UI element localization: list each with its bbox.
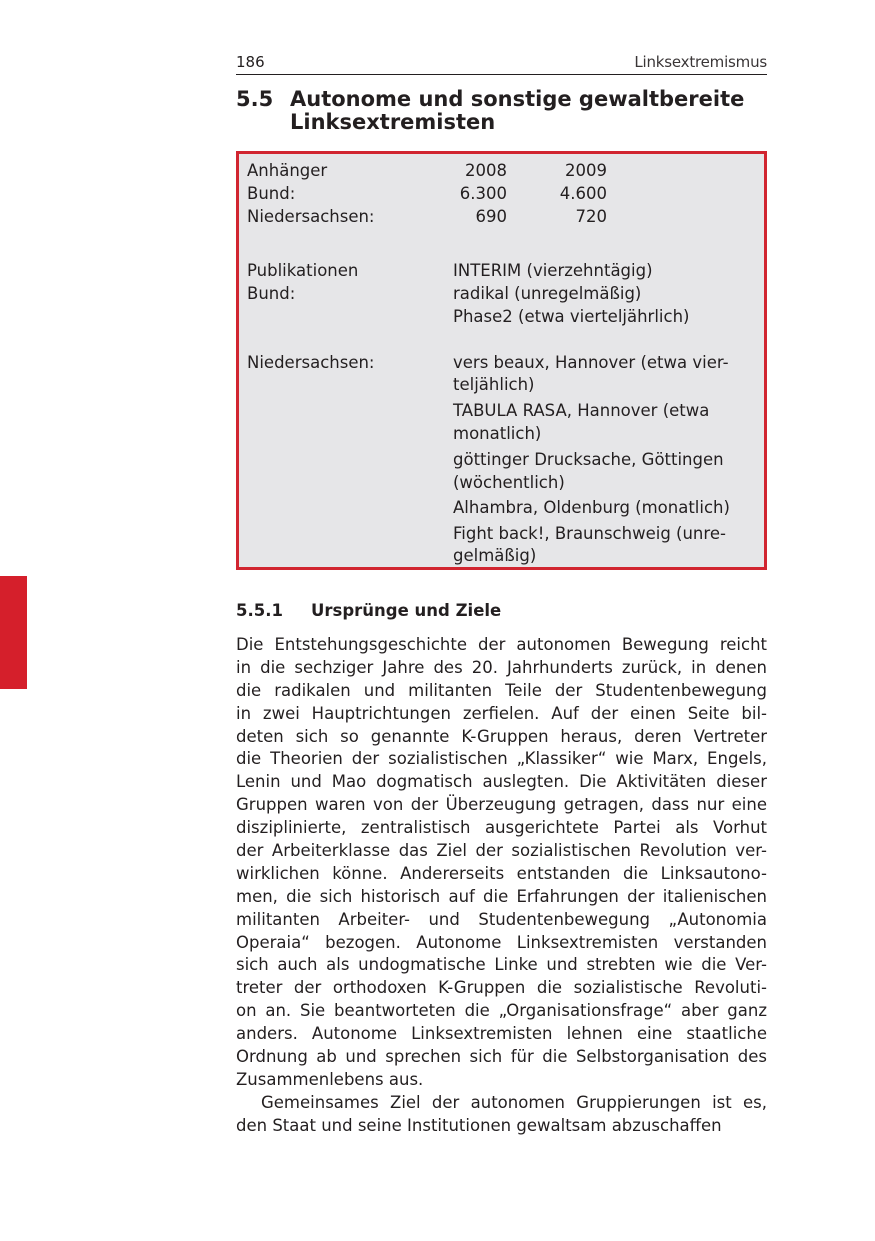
nds-pub-row-5b [247,544,757,567]
nds-pub-row-4 [247,496,757,519]
summary-infobox [236,151,767,570]
value-2008: 6.300 [459,184,507,203]
section-title: Autonome und sonstige gewaltbereite Linksextremisten [290,87,745,134]
anhaenger-row-bund [247,182,757,205]
body-line: deten sich so genannte K-Gruppen heraus, deren Vertreter [236,726,767,746]
section-number: 5.5 [236,87,274,111]
bund-label: Bund: [247,284,296,303]
body-line: anders. Autonome Linksextremisten lehnen eine staatliche [236,1024,767,1044]
publication-item: radikal (unregelmäßig) [453,284,642,303]
nds-pub-row-2 [247,399,757,422]
publication-item: göttinger Drucksache, Göttingen [453,450,724,469]
niedersachsen-label: Niedersachsen: [247,353,375,372]
publication-item: Fight back!, Braunschweig (unre- [453,524,726,543]
body-paragraphs [236,634,767,1138]
publikationen-label: Publikationen [247,261,359,280]
running-head [236,50,767,75]
body-line: militanten Arbeiter- und Studentenbewegung „Autonomia [236,909,767,929]
publication-item: Alhambra, Oldenburg (monatlich) [453,498,730,517]
nds-pub-row-3 [247,448,757,471]
row-label: Bund: [247,184,296,203]
subsection-number: 5.5.1 [236,601,283,620]
publication-item: INTERIM (vierzehntägig) [453,261,653,280]
body-line: Die Entstehungsgeschichte der autonomen Bewegung reicht [236,635,767,654]
publication-item-cont: teljählich) [453,375,535,394]
body-line: Zusammenlebens aus. [236,1069,424,1089]
body-line: disziplinierte, zentralistisch ausgerichtete Partei als Vorhut [236,818,767,838]
publikationen-row-1 [247,259,757,282]
body-line: sich auch als undogmatische Linke und strebten wie die Ver- [236,955,767,975]
body-line: den Staat und seine Institutionen gewaltsam abzuschaffen [236,1115,722,1135]
publikationen-row-2 [247,282,757,305]
nds-pub-row-2b [247,422,757,445]
value-2009: 4.600 [559,184,607,203]
body-line: Gruppen waren von der Überzeugung getragen, dass nur eine [236,795,767,815]
body-line: in zwei Hauptrichtungen zerfielen. Auf der einen Seite bil- [236,703,767,723]
publikationen-row-3 [247,305,757,328]
subsection-title: Ursprünge und Ziele [311,601,502,620]
chapter-thumb-tab [0,576,27,689]
body-line: Operaia“ bezogen. Autonome Linksextremisten verstanden [236,932,767,952]
publication-item-cont: gelmäßig) [453,546,537,565]
body-line: men, die sich historisch auf die Erfahrungen der italienischen [236,886,767,906]
body-line: Ordnung ab und sprechen sich für die Selbstorganisation des [236,1047,767,1067]
body-line: der Arbeiterklasse das Ziel der sozialistischen Revolution ver- [236,841,767,861]
publication-item: vers beaux, Hannover (etwa vier- [453,353,729,372]
publication-item-cont: (wöchentlich) [453,473,565,492]
body-line: treter der orthodoxen K-Gruppen die sozialistische Revoluti- [236,978,767,998]
publication-item: TABULA RASA, Hannover (etwa [453,401,710,420]
value-2009: 720 [575,207,607,226]
body-line: on an. Sie beantworteten die „Organisationsfrage“ aber ganz [236,1001,767,1021]
body-line: Lenin und Mao dogmatisch auslegten. Die Aktivitäten dieser [236,772,767,792]
body-line: die Theorien der sozialistischen „Klassiker“ wie Marx, Engels, [236,749,767,769]
anhaenger-header-row [247,159,757,182]
nds-pub-row-5 [247,522,757,545]
anhaenger-label: Anhänger [247,161,328,180]
publication-item-cont: monatlich) [453,424,542,443]
publication-item: Phase2 (etwa vierteljährlich) [453,307,690,326]
year-2009-header: 2009 [565,161,607,180]
body-line: Gemeinsames Ziel der autonomen Gruppierungen ist es, [261,1092,767,1112]
nds-pub-row-3b [247,471,757,494]
year-2008-header: 2008 [465,161,507,180]
value-2008: 690 [475,207,507,226]
nds-pub-row-1 [247,351,757,374]
body-line: die radikalen und militanten Teile der Studentenbewegung [236,680,767,700]
page-number: 186 [236,53,265,71]
body-line: in die sechziger Jahre des 20. Jahrhunderts zurück, in denen [236,657,767,677]
nds-pub-row-1b [247,373,757,396]
running-chapter-title: Linksextremismus [634,53,767,71]
body-line: wirklichen könne. Andererseits entstanden die Linksautono- [236,863,767,883]
anhaenger-row-niedersachsen [247,205,757,228]
row-label: Niedersachsen: [247,207,375,226]
